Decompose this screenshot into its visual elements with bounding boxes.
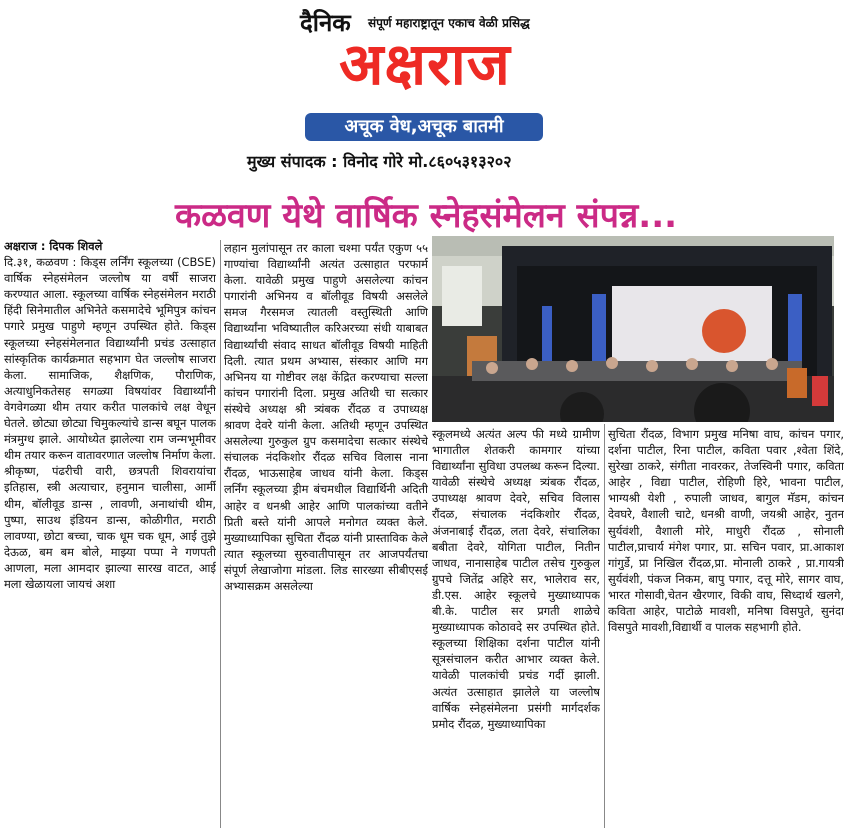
- column-3-text: स्कूलमध्ये अत्यंत अल्प फी मध्ये ग्रामीण भागातील शेतकरी कामगार यांच्या विद्यार्थ्यांना सुविधा उपलब्ध करून दिल्या. यावेळी संस्थेचे अध्यक्ष त्र्यंबक रौंदळ, उपाध्यक्ष श्रावण देवरे, सचिव विलास रौंदळ, संचालक नंदकिशोर रौंदळ, अंजनाबाई रौंदळ, लता देवरे, संचालिका बबीता देवरे, योगिता पाटील, नितीन जाधव, नानासाहेब पाटील तसेच गुरुकुल ग्रुपचे जितेंद्र अहिरे सर, भालेराव सर, डी.एस. आहेर स्कूलचे मुख्याध्यापक बी.के. पाटील सर प्रगती शाळेचे मुख्याध्यापक कोठावदे सर उपस्थित होते. स्कूलच्या शिक्षिका दर्शना पाटील यांनी सूत्रसंचालन करीत आभार व्यक्त केले. यावेळी पालकांची प्रचंड गर्दी झाली. अत्यंत उत्साहात झालेले या जल्लोष वार्षिक स्नेहसंमेलना प्रसंगी मार्गदर्शक प्रमोद रौंदळ, मुख्याध्यापिका: [432, 427, 600, 731]
- masthead-daily: दैनिक: [300, 9, 351, 37]
- article-column-1: [4, 238, 216, 832]
- article-headline: कळवण येथे वार्षिक स्नेहसंमेलन संपन्न...: [174, 196, 678, 236]
- editor-line: मुख्य संपादक : विनोद गोरे मो.८६०५३१३२०२: [247, 152, 512, 171]
- article-column-3: [432, 426, 600, 832]
- article-byline: अक्षराज : दिपक शिवले: [4, 239, 103, 253]
- column-divider: [604, 424, 605, 828]
- column-2-text: लहान मुलांपासून तर काला चश्मा पर्यंत एकुण ५५ गाण्यांचा विद्यार्थ्यांनी अत्यंत उत्साहात परफार्म केला. यावेळी प्रमुख पाहुणे असलेल्या कांचन पगारांनी अभिनय व बॉलीवूड विषयी असलेले समज गैरसमज त्यातली वस्तुस्थिती आणि विद्यार्थ्यांना भविष्यातील करिअरच्या संधी याबाबत विद्यार्थ्यांची संवाद साधत बॉलीवूड विषयी माहिती दिली. त्यात प्रथम अभ्यास, संस्कार आणि मग अभिनय या गोष्टीवर लक्ष केंद्रित करण्याचा सल्ला कांचन पगारांनी दिला. प्रमुख अतिथी चा सत्कार संस्थेचे अध्यक्ष श्री त्र्यंबक रौंदळ व उपाध्यक्ष श्रावण देवरे यांनी केला. अतिथी म्हणून उपस्थित असलेल्या गुरुकुल ग्रुप कसमादेचा सत्कार संस्थेचे संचालक नंदकिशोर रौंदळ सचिव विलास नाना रौंदळ, भाऊसाहेब जाधव यांनी केला. किड्स लर्निंग स्कूलच्या ड्रीम बंचमधील विद्यार्थिनी अदिती आहेर व धनश्री आहेर आणि पालकांच्या वतीने प्रिती बस्ते यांनी आपले मनोगत व्यक्त केले. मुख्याध्यापिका सुचिता रौंदळ यांनी प्रास्ताविक केले त्यात स्कूलच्या सुरुवातीपासून तर आजपर्यंतचा संपूर्ण लेखाजोगा मांडला. लिड सारख्या सीबीएसई अभ्यासक्रम असलेल्या: [224, 241, 428, 593]
- event-stage-photo: [432, 236, 834, 422]
- column-divider: [220, 240, 221, 828]
- column-1-text: दि.३१, कळवण : किड्स लर्निंग स्कूलच्या (CBSE) वार्षिक स्नेहसंमेलन जल्लोष या वर्षी साजरा करण्यात आला. स्कूलच्या वार्षिक स्नेहसंमेलन मराठी हिंदी सिनेमातील अभिनेते कसमादेचे भूमिपुत्र कांचन पगारे प्रमुख पाहुणे म्हणून उपस्थित होते. किड्स स्कूलच्या स्नेहसंमेलनात विद्यार्थ्यांनी प्रचंड उत्साहात सांस्कृतिक कार्यक्रमात सहभाग घेत जल्लोष साजरा केला. सामाजिक, शैक्षणिक, पौराणिक, अत्याधुनिकतेसह सगळ्या विषयांवर विद्यार्थ्यांनी वेगवेगळ्या थीम तयार करीत पालकांचे लक्ष वेधून घेतले. छोट्या छोट्या चिमुकल्यांचे डान्स बघून पालक मंत्रमुग्ध झाले. आयोध्येत झालेल्या राम जन्मभूमीवर थीम तयार करून वातावरणात जल्लोष निर्माण केला. श्रीकृष्ण, पंढरीची वारी, छत्रपती शिवरायांचा इतिहास, स्त्री अत्याचार, हनुमान चालीसा, आर्मी थीम, बॉलीवूड डान्स , लावणी, अनाथांची थीम, पुष्पा, साउथ इंडियन डान्स, कोळीगीत, मराठी लावण्या, छोटा बच्चा, चाक धूम चक धूम, आई तुझे देऊळ, बम बम बोले, माझ्या पप्पा ने गणपती आणला, मला आमदार झाल्या सारख वाटत, आई मला खेळायला जायचं अशा: [4, 255, 216, 591]
- article-column-4: [608, 426, 844, 832]
- slogan-banner: अचूक वेध,अचूक बातमी: [305, 113, 543, 141]
- newspaper-logo: अक्षराज: [339, 30, 511, 98]
- masthead-tagline: संपूर्ण महाराष्ट्रातून एकाच वेळी प्रसिद्ध: [368, 16, 530, 30]
- article-column-2: [224, 240, 428, 832]
- column-4-text: सुचिता रौंदळ, विभाग प्रमुख मनिषा वाघ, कांचन पगार, दर्शना पाटील, रिना पाटील, कविता पवार ,श्वेता शिंदे, सुरेखा ठाकरे, संगीता नावरकर, तेजस्विनी पगार, कविता आहेर , विद्या पाटील, रोहिणी हिरे, भावना पाटील, भाग्यश्री येशी , रुपाली जाधव, बागुल मॅडम, कांचन देवघरे, वैशाली चाटे, धनश्री वाणी, जयश्री आहेर, नुतन सुर्यवंशी, वैशाली मोरे, माधुरी रौंदळ , सोनाली पाटील,प्राचार्य मंगेश पगार, प्रा. सचिन पवार, प्रा.आकाश गांगुर्डे, प्रा निखिल रौंदळ,प्रा. मोनाली ठाकरे , प्रा.गायत्री सुर्यवंशी, पंकज निकम, बापु पगार, दत्तू मोरे, सागर वाघ, भारत गोसावी,चेतन खैरणार, विकी वाघ, सिध्दार्थ खलगे, कविता आहेर, पाटोळे मावशी, मनिषा विसपुते, सुनंदा विसपुते मावशी,विद्यार्थी व पालक सहभागी होते.: [608, 427, 844, 635]
